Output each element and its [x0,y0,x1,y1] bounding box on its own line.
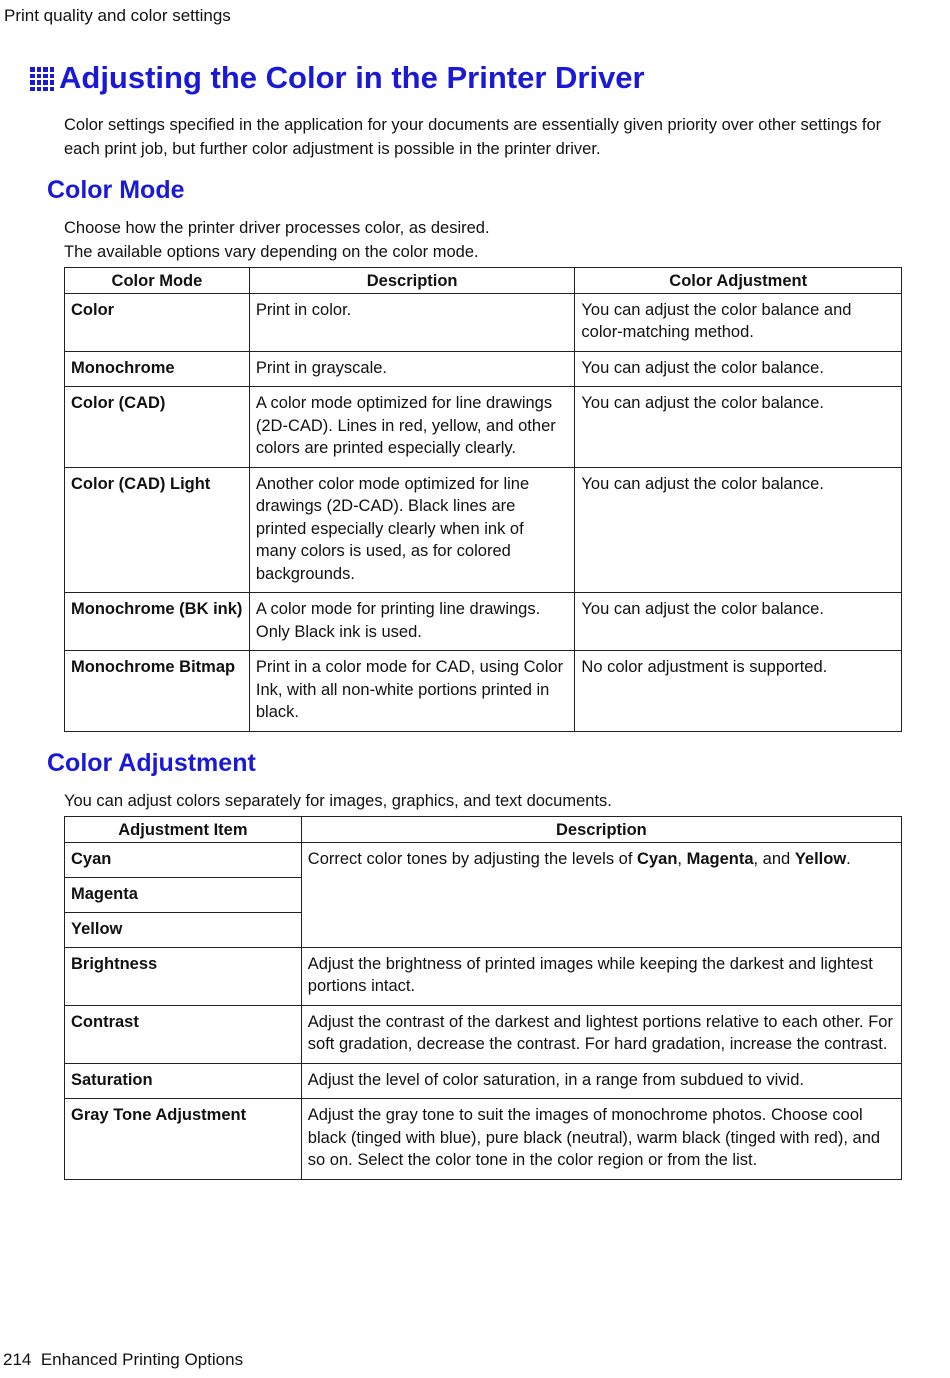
column-header: Color Mode [65,268,250,294]
column-header: Color Adjustment [575,268,902,294]
page-footer [3,1350,243,1370]
description-cell: Another color mode optimized for line drawings (2D-CAD). Black lines are printed especially clearly when ink of many colors is used, as for colored backgrounds. [249,467,575,593]
page-title-row [30,60,645,96]
running-head: Print quality and color settings [4,6,231,25]
table-row [65,1063,902,1099]
cmy-desc-magenta: Magenta [686,849,754,868]
table-row [65,593,902,651]
grid-icon [30,67,54,91]
color-adjustment-table [64,816,902,1180]
adjustment-cell: You can adjust the color balance. [575,593,902,651]
item-cell: Contrast [65,1005,302,1063]
item-cell-magenta: Magenta [65,877,302,912]
page-title: Adjusting the Color in the Printer Driver [59,60,645,95]
description-cell: Adjust the brightness of printed images while keeping the darkest and lightest portions intact. [301,947,901,1005]
cmy-desc-cyan: Cyan [637,849,678,868]
mode-cell: Color [65,293,250,351]
item-cell: Saturation [65,1063,302,1099]
color-mode-heading: Color Mode [47,176,185,204]
description-cell: Print in color. [249,293,575,351]
column-header: Adjustment Item [65,817,302,843]
table-row [65,387,902,468]
adjustment-cell: You can adjust the color balance and color-matching method. [575,293,902,351]
cmy-desc-yellow: Yellow [794,849,847,868]
table-header-row [65,817,902,843]
adjustment-cell: You can adjust the color balance. [575,387,902,468]
cmy-desc-prefix: Correct color tones by adjusting the levels of [307,849,638,868]
table-row [65,467,902,593]
mode-cell: Monochrome [65,351,250,387]
table-row [65,1099,902,1180]
cmy-desc-suffix: . [846,849,851,868]
description-cell: A color mode for printing line drawings. Only Black ink is used. [249,593,575,651]
mode-cell: Monochrome (BK ink) [65,593,250,651]
mode-cell: Color (CAD) [65,387,250,468]
cmy-description-cell [301,842,901,947]
mode-cell: Monochrome Bitmap [65,651,250,732]
column-header: Description [249,268,575,294]
table-row [65,351,902,387]
description-cell: Adjust the gray tone to suit the images of monochrome photos. Choose cool black (tinged with blue), pure black (neutral), warm black (tinged with red), and so on. Select the color tone in the color region or from the list. [301,1099,901,1180]
column-header: Description [301,817,901,843]
cmy-desc-sep2: , and [753,849,795,868]
adjustment-cell: You can adjust the color balance. [575,467,902,593]
table-row [65,947,902,1005]
table-header-row [65,268,902,294]
color-adjustment-heading: Color Adjustment [47,749,256,777]
item-cell-cyan: Cyan [65,842,302,877]
description-cell: Print in grayscale. [249,351,575,387]
adjustment-cell: No color adjustment is supported. [575,651,902,732]
color-mode-line1: Choose how the printer driver processes color, as desired. [64,219,490,237]
table-row [65,842,902,877]
description-cell: Adjust the contrast of the darkest and lightest portions relative to each other. For soft gradation, decrease the contrast. For hard gradation, increase the contrast. [301,1005,901,1063]
intro-paragraph: Color settings specified in the application for your documents are essentially given priority over other settings for each print job, but further color adjustment is possible in the printer driver. [64,116,882,158]
description-cell: Print in a color mode for CAD, using Color Ink, with all non-white portions printed in black. [249,651,575,732]
mode-cell: Color (CAD) Light [65,467,250,593]
description-cell: A color mode optimized for line drawings (2D-CAD). Lines in red, yellow, and other colors are printed especially clearly. [249,387,575,468]
table-row [65,293,902,351]
color-mode-line2: The available options vary depending on the color mode. [64,243,479,261]
table-row [65,1005,902,1063]
page-number: 214 [3,1350,32,1369]
color-mode-table [64,267,902,732]
footer-section: Enhanced Printing Options [40,1350,244,1369]
color-adjustment-line1: You can adjust colors separately for images, graphics, and text documents. [64,792,612,810]
item-cell-yellow: Yellow [65,912,302,947]
item-cell: Gray Tone Adjustment [65,1099,302,1180]
cmy-desc-sep1: , [677,849,687,868]
adjustment-cell: You can adjust the color balance. [575,351,902,387]
item-cell: Brightness [65,947,302,1005]
table-row [65,651,902,732]
description-cell: Adjust the level of color saturation, in a range from subdued to vivid. [301,1063,901,1099]
